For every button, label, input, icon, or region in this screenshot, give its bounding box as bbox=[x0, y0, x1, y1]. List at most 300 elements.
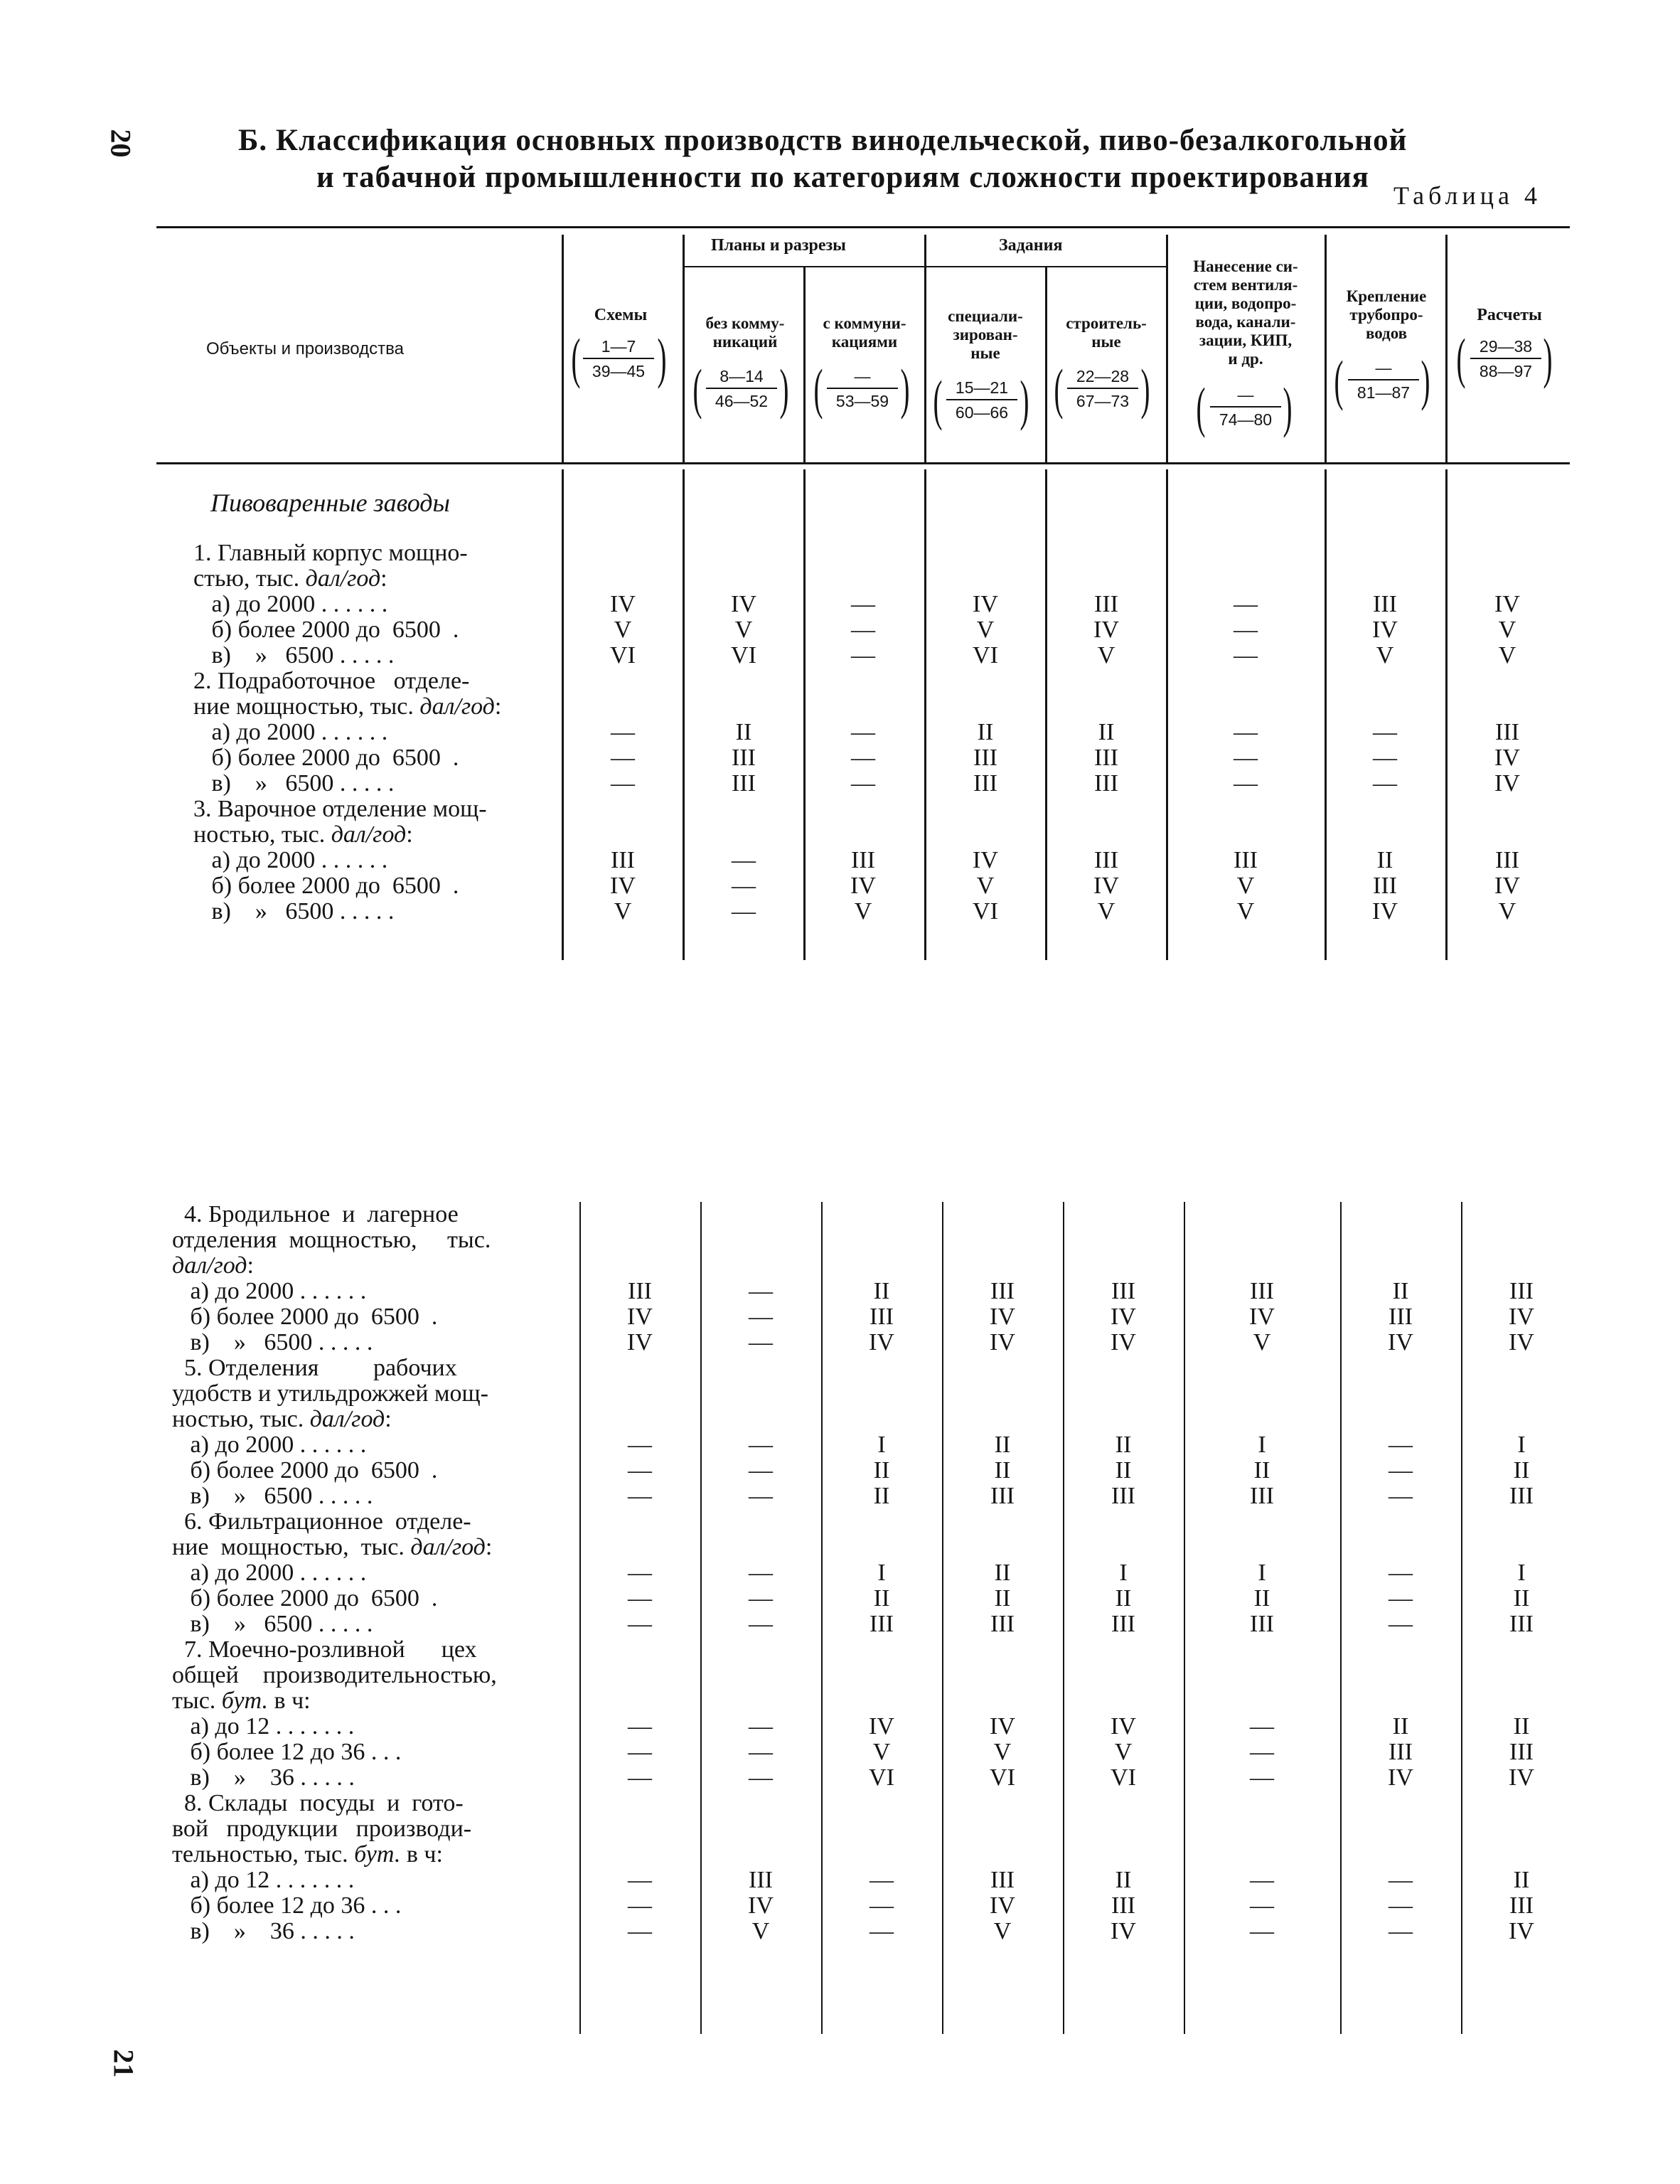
category-cell: IV bbox=[1494, 770, 1520, 797]
category-cell: II bbox=[1513, 1457, 1530, 1483]
category-cell: III bbox=[870, 1611, 894, 1637]
fraction-numerator: 22—28 bbox=[1067, 367, 1138, 389]
category-cell: II bbox=[1098, 719, 1115, 745]
category-cell: IV bbox=[1093, 617, 1119, 643]
category-cell: — bbox=[611, 719, 635, 745]
category-cell: IV bbox=[748, 1892, 774, 1919]
category-cell: IV bbox=[1093, 873, 1119, 899]
paren-right: ) bbox=[1020, 369, 1029, 431]
category-cell: — bbox=[1389, 1483, 1413, 1509]
object-text-line: 6. Фильтрационное отделе- bbox=[172, 1508, 471, 1535]
category-cell: — bbox=[1389, 1457, 1413, 1483]
object-text-line: а) до 2000 . . . . . . bbox=[193, 591, 388, 617]
object-text-line: а) до 2000 . . . . . . bbox=[172, 1432, 367, 1458]
object-text-line: 4. Бродильное и лагерное bbox=[172, 1201, 459, 1227]
header-tasks-special-1: специали- bbox=[948, 307, 1023, 325]
paren-right: ) bbox=[1283, 376, 1293, 438]
paren-left: ( bbox=[571, 327, 581, 389]
col-divider bbox=[942, 1202, 943, 2034]
object-text-line: в) » 6500 . . . . . bbox=[172, 1329, 373, 1355]
object-text-line: б) более 2000 до 6500 . bbox=[172, 1457, 438, 1483]
category-cell: IV bbox=[1111, 1329, 1136, 1355]
category-cell: IV bbox=[1494, 591, 1520, 617]
category-cell: III bbox=[973, 745, 997, 771]
category-cell: IV bbox=[990, 1304, 1015, 1330]
paren-left: ( bbox=[1456, 327, 1466, 389]
header-plans-comm-1: с коммуни- bbox=[823, 314, 906, 332]
col-divider bbox=[1325, 469, 1327, 960]
category-cell: II bbox=[1376, 847, 1393, 873]
col-divider bbox=[1461, 1202, 1462, 2034]
category-cell: III bbox=[1509, 1611, 1534, 1637]
col-divider bbox=[1325, 235, 1327, 462]
paren-right: ) bbox=[657, 327, 667, 389]
object-text-line: общей производительностью, bbox=[172, 1662, 497, 1688]
schemes-fraction bbox=[583, 337, 654, 381]
category-cell: — bbox=[749, 1611, 773, 1637]
category-cell: — bbox=[1389, 1918, 1413, 1944]
category-cell: — bbox=[1389, 1560, 1413, 1586]
category-cell: — bbox=[628, 1457, 652, 1483]
category-cell: — bbox=[870, 1867, 894, 1893]
table-label: Таблица 4 bbox=[1393, 181, 1541, 210]
category-cell: — bbox=[1373, 770, 1397, 797]
category-cell: II bbox=[873, 1457, 890, 1483]
category-cell: — bbox=[1389, 1892, 1413, 1919]
paren-right: ) bbox=[779, 358, 789, 420]
category-cell: — bbox=[611, 770, 635, 797]
paren-right: ) bbox=[900, 358, 910, 420]
category-cell: IV bbox=[850, 873, 876, 899]
category-cell: III bbox=[1234, 847, 1258, 873]
header-systems-4: вода, канали- bbox=[1195, 313, 1296, 331]
category-cell: III bbox=[1495, 847, 1519, 873]
category-cell: II bbox=[994, 1560, 1011, 1586]
category-cell: III bbox=[611, 847, 635, 873]
category-cell: IV bbox=[1111, 1918, 1136, 1944]
category-cell: III bbox=[1250, 1611, 1274, 1637]
category-cell: — bbox=[851, 770, 875, 797]
category-cell: — bbox=[1373, 745, 1397, 771]
col-divider bbox=[1063, 1202, 1064, 2034]
pipes-fraction bbox=[1348, 358, 1419, 403]
category-cell: V bbox=[993, 1739, 1012, 1765]
col-divider bbox=[562, 469, 564, 960]
category-cell: VI bbox=[610, 642, 636, 668]
category-cell: — bbox=[1234, 745, 1258, 771]
category-cell: II bbox=[994, 1432, 1011, 1458]
category-cell: — bbox=[1234, 591, 1258, 617]
header-systems-1: Нанесение си- bbox=[1193, 257, 1298, 275]
paren-left: ( bbox=[813, 358, 823, 420]
object-text-line: 5. Отделения рабочих bbox=[172, 1355, 457, 1381]
category-cell: III bbox=[1389, 1304, 1413, 1330]
category-cell: VI bbox=[731, 642, 756, 668]
header-tasks-special-2: зирован- bbox=[953, 326, 1018, 343]
object-text-line: б) более 2000 до 6500 . bbox=[172, 1585, 438, 1612]
object-text-line: в) » 36 . . . . . bbox=[172, 1764, 355, 1791]
category-cell: III bbox=[749, 1867, 773, 1893]
object-text-line: а) до 2000 . . . . . . bbox=[172, 1278, 367, 1304]
plans-no-comm-fraction bbox=[706, 367, 777, 411]
col-divider bbox=[924, 235, 926, 462]
object-text-line: ние мощностью, тыс. дал/год: bbox=[172, 1534, 493, 1560]
category-cell: V bbox=[1498, 898, 1516, 925]
category-cell: II bbox=[1253, 1457, 1270, 1483]
category-cell: — bbox=[749, 1278, 773, 1304]
category-cell: IV bbox=[610, 591, 636, 617]
object-text-line: отделения мощностью, тыс. bbox=[172, 1227, 491, 1253]
object-text-line: в) » 6500 . . . . . bbox=[172, 1611, 373, 1637]
category-cell: VI bbox=[973, 898, 998, 925]
category-cell: — bbox=[1234, 642, 1258, 668]
header-pipes-3: водов bbox=[1365, 324, 1408, 342]
object-text-line: б) более 2000 до 6500 . bbox=[172, 1304, 438, 1330]
fraction-numerator: — bbox=[1348, 358, 1419, 380]
category-cell: II bbox=[977, 719, 994, 745]
calc-fraction bbox=[1470, 337, 1541, 381]
category-cell: — bbox=[851, 642, 875, 668]
category-cell: IV bbox=[1509, 1304, 1534, 1330]
fraction-numerator: 1—7 bbox=[583, 337, 654, 359]
category-cell: IV bbox=[1509, 1918, 1534, 1944]
fraction-denominator: 67—73 bbox=[1076, 392, 1130, 410]
header-plans: Планы и разрезы bbox=[711, 236, 846, 255]
category-cell: II bbox=[1513, 1585, 1530, 1612]
category-cell: III bbox=[1094, 745, 1118, 771]
category-cell: III bbox=[1094, 770, 1118, 797]
category-cell: IV bbox=[973, 591, 998, 617]
object-text-line: 8. Склады посуды и гото- bbox=[172, 1790, 464, 1816]
fraction-denominator: 88—97 bbox=[1479, 362, 1533, 380]
col-divider bbox=[803, 469, 806, 960]
object-text-line: б) более 2000 до 6500 . bbox=[193, 617, 459, 643]
category-cell: — bbox=[1250, 1918, 1274, 1944]
object-text-line: б) более 2000 до 6500 . bbox=[193, 873, 459, 899]
object-text-line: ние мощностью, тыс. дал/год: bbox=[193, 693, 502, 720]
header-systems-2: стем вентиля- bbox=[1193, 276, 1298, 294]
systems-fraction bbox=[1210, 385, 1281, 430]
object-text-line: стью, тыс. дал/год: bbox=[193, 565, 387, 592]
category-cell: III bbox=[732, 745, 756, 771]
col-divider bbox=[683, 469, 685, 960]
category-cell: — bbox=[1234, 617, 1258, 643]
col-divider bbox=[1184, 1202, 1185, 2034]
category-cell: — bbox=[628, 1867, 652, 1893]
category-cell: V bbox=[614, 617, 632, 643]
category-cell: V bbox=[734, 617, 753, 643]
category-cell: III bbox=[1111, 1892, 1135, 1919]
header-tasks-build-2: ные bbox=[1091, 333, 1121, 351]
category-cell: IV bbox=[627, 1329, 653, 1355]
object-text-line: а) до 2000 . . . . . . bbox=[193, 847, 388, 873]
col-divider bbox=[1340, 1202, 1342, 2034]
header-pipes-1: Крепление bbox=[1346, 287, 1427, 305]
category-cell: — bbox=[1250, 1739, 1274, 1765]
category-cell: I bbox=[877, 1432, 886, 1458]
object-text-line: в) » 6500 . . . . . bbox=[193, 770, 395, 797]
category-cell: II bbox=[1392, 1713, 1409, 1740]
category-cell: — bbox=[749, 1457, 773, 1483]
category-cell: — bbox=[1389, 1432, 1413, 1458]
category-cell: — bbox=[749, 1585, 773, 1612]
category-cell: I bbox=[877, 1560, 886, 1586]
category-cell: V bbox=[854, 898, 872, 925]
col-divider bbox=[924, 469, 926, 960]
category-cell: — bbox=[628, 1713, 652, 1740]
category-cell: IV bbox=[990, 1329, 1015, 1355]
col-divider bbox=[1445, 469, 1448, 960]
object-text-line: удобств и утильдрожжей мощ- bbox=[172, 1380, 488, 1407]
object-text-line: 1. Главный корпус мощно- bbox=[193, 540, 468, 566]
category-cell: III bbox=[990, 1867, 1015, 1893]
category-cell: II bbox=[873, 1585, 890, 1612]
category-cell: — bbox=[1250, 1713, 1274, 1740]
category-cell: III bbox=[1373, 873, 1397, 899]
category-cell: I bbox=[1517, 1560, 1526, 1586]
paren-right: ) bbox=[1140, 358, 1150, 420]
category-cell: — bbox=[628, 1918, 652, 1944]
header-systems-5: зации, КИП, bbox=[1199, 331, 1293, 349]
header-objects: Объекты и производства bbox=[206, 339, 404, 358]
category-cell: III bbox=[973, 770, 997, 797]
col-divider bbox=[803, 267, 806, 462]
object-text-line: б) более 12 до 36 . . . bbox=[172, 1892, 402, 1919]
paren-left: ( bbox=[692, 358, 702, 420]
category-cell: — bbox=[628, 1585, 652, 1612]
fraction-numerator: — bbox=[1210, 385, 1281, 407]
page-number-top: 20 bbox=[105, 129, 137, 158]
category-cell: III bbox=[628, 1278, 652, 1304]
category-cell: — bbox=[1389, 1611, 1413, 1637]
category-cell: — bbox=[1389, 1867, 1413, 1893]
category-cell: IV bbox=[869, 1329, 894, 1355]
category-cell: — bbox=[628, 1611, 652, 1637]
category-cell: VI bbox=[973, 642, 998, 668]
category-cell: — bbox=[851, 745, 875, 771]
paren-left: ( bbox=[1334, 349, 1344, 411]
category-cell: IV bbox=[610, 873, 636, 899]
category-cell: II bbox=[1253, 1585, 1270, 1612]
category-cell: III bbox=[851, 847, 875, 873]
category-cell: — bbox=[749, 1764, 773, 1791]
col-divider bbox=[683, 235, 685, 462]
category-cell: IV bbox=[869, 1713, 894, 1740]
object-text-line: а) до 2000 . . . . . . bbox=[193, 719, 388, 745]
category-cell: II bbox=[873, 1483, 890, 1509]
category-cell: IV bbox=[1388, 1329, 1413, 1355]
category-cell: — bbox=[749, 1560, 773, 1586]
category-cell: V bbox=[1498, 617, 1516, 643]
category-cell: II bbox=[1115, 1457, 1132, 1483]
header-systems-3: ции, водопро- bbox=[1194, 294, 1297, 312]
category-cell: III bbox=[1509, 1739, 1534, 1765]
object-text-line: вой продукции производи- bbox=[172, 1816, 472, 1842]
header-calc: Расчеты bbox=[1477, 306, 1542, 324]
header-pipes-2: трубопро- bbox=[1349, 306, 1423, 324]
category-cell: II bbox=[1392, 1278, 1409, 1304]
category-cell: IV bbox=[1372, 898, 1398, 925]
category-cell: III bbox=[870, 1304, 894, 1330]
fraction-numerator: — bbox=[827, 367, 898, 389]
category-cell: V bbox=[976, 873, 995, 899]
category-cell: I bbox=[1258, 1560, 1266, 1586]
category-cell: I bbox=[1119, 1560, 1128, 1586]
category-cell: — bbox=[1234, 719, 1258, 745]
header-systems-6: и др. bbox=[1228, 350, 1263, 368]
category-cell: V bbox=[1498, 642, 1516, 668]
category-cell: V bbox=[1236, 873, 1255, 899]
category-cell: IV bbox=[973, 847, 998, 873]
category-cell: II bbox=[1115, 1432, 1132, 1458]
category-cell: III bbox=[1094, 847, 1118, 873]
col-divider bbox=[1445, 235, 1448, 462]
category-cell: III bbox=[1111, 1483, 1135, 1509]
category-cell: — bbox=[851, 591, 875, 617]
paren-right: ) bbox=[1420, 349, 1430, 411]
object-text-line: тыс. бут. в ч: bbox=[172, 1688, 311, 1714]
category-cell: IV bbox=[1388, 1764, 1413, 1791]
category-cell: IV bbox=[627, 1304, 653, 1330]
category-cell: I bbox=[1258, 1432, 1266, 1458]
table-top-rule bbox=[156, 226, 1570, 228]
col-divider bbox=[1045, 469, 1047, 960]
category-cell: IV bbox=[1494, 745, 1520, 771]
category-cell: IV bbox=[990, 1892, 1015, 1919]
category-cell: IV bbox=[1249, 1304, 1275, 1330]
category-cell: — bbox=[851, 617, 875, 643]
col-divider bbox=[562, 235, 564, 462]
category-cell: III bbox=[1250, 1483, 1274, 1509]
category-cell: — bbox=[1250, 1892, 1274, 1919]
category-cell: — bbox=[628, 1560, 652, 1586]
category-cell: — bbox=[628, 1739, 652, 1765]
header-tasks-build-1: строитель- bbox=[1066, 314, 1147, 332]
fraction-denominator: 46—52 bbox=[715, 392, 769, 410]
paren-left: ( bbox=[1054, 358, 1064, 420]
category-cell: III bbox=[1111, 1611, 1135, 1637]
col-divider bbox=[1166, 469, 1168, 960]
header-plans-no-comm-1: без комму- bbox=[705, 314, 785, 332]
category-cell: II bbox=[994, 1457, 1011, 1483]
category-cell: V bbox=[1097, 642, 1115, 668]
header-tasks: Задания bbox=[999, 236, 1063, 255]
category-cell: V bbox=[1253, 1329, 1271, 1355]
col-divider bbox=[1166, 235, 1168, 462]
category-cell: IV bbox=[1494, 873, 1520, 899]
paren-left: ( bbox=[933, 369, 943, 431]
category-cell: II bbox=[873, 1278, 890, 1304]
object-text-line: тельностью, тыс. бут. в ч: bbox=[172, 1841, 443, 1868]
object-text-line: б) более 12 до 36 . . . bbox=[172, 1739, 402, 1765]
category-cell: V bbox=[1376, 642, 1394, 668]
category-cell: II bbox=[1513, 1713, 1530, 1740]
category-cell: III bbox=[1094, 591, 1118, 617]
col-divider bbox=[700, 1202, 702, 2034]
category-cell: IV bbox=[1111, 1713, 1136, 1740]
category-cell: V bbox=[1097, 898, 1115, 925]
header-plans-comm-2: кациями bbox=[831, 333, 898, 351]
category-cell: — bbox=[749, 1483, 773, 1509]
category-cell: — bbox=[749, 1739, 773, 1765]
category-cell: III bbox=[732, 770, 756, 797]
category-cell: III bbox=[990, 1278, 1015, 1304]
category-cell: — bbox=[611, 745, 635, 771]
category-cell: V bbox=[976, 617, 995, 643]
category-cell: — bbox=[1389, 1585, 1413, 1612]
category-cell: III bbox=[1509, 1483, 1534, 1509]
category-cell: V bbox=[614, 898, 632, 925]
fraction-denominator: 81—87 bbox=[1357, 383, 1411, 402]
tasks-build-fraction bbox=[1067, 367, 1138, 411]
category-cell: — bbox=[628, 1892, 652, 1919]
object-text-line: дал/год: bbox=[172, 1252, 254, 1279]
col-divider bbox=[579, 1202, 581, 2034]
category-cell: II bbox=[1115, 1867, 1132, 1893]
category-cell: — bbox=[870, 1892, 894, 1919]
col-divider bbox=[1045, 267, 1047, 462]
object-text-line: ностью, тыс. дал/год: bbox=[193, 821, 413, 848]
object-text-line: в) » 6500 . . . . . bbox=[193, 898, 395, 925]
category-cell: IV bbox=[990, 1713, 1015, 1740]
category-cell: — bbox=[1373, 719, 1397, 745]
header-schemes: Схемы bbox=[594, 306, 648, 324]
category-cell: III bbox=[1509, 1892, 1534, 1919]
category-cell: — bbox=[749, 1304, 773, 1330]
category-cell: V bbox=[751, 1918, 770, 1944]
category-cell: II bbox=[1115, 1585, 1132, 1612]
object-text-line: а) до 12 . . . . . . . bbox=[172, 1713, 355, 1740]
category-cell: — bbox=[628, 1432, 652, 1458]
object-text-line: в) » 36 . . . . . bbox=[172, 1918, 355, 1944]
category-cell: V bbox=[993, 1918, 1012, 1944]
category-cell: III bbox=[1389, 1739, 1413, 1765]
tasks-special-fraction bbox=[946, 378, 1017, 422]
category-cell: III bbox=[1111, 1278, 1135, 1304]
category-cell: I bbox=[1517, 1432, 1526, 1458]
object-text-line: а) до 2000 . . . . . . bbox=[172, 1560, 367, 1586]
category-cell: V bbox=[872, 1739, 891, 1765]
category-cell: — bbox=[628, 1764, 652, 1791]
fraction-numerator: 29—38 bbox=[1470, 337, 1541, 359]
header-tasks-special-3: ные bbox=[970, 344, 1000, 362]
header-plans-no-comm-2: никаций bbox=[712, 333, 778, 351]
title-line-1: Б. Классификация основных производств винодельческой, пиво-безалкогольной bbox=[238, 124, 1408, 157]
object-text-line: а) до 12 . . . . . . . bbox=[172, 1867, 355, 1893]
category-cell: — bbox=[851, 719, 875, 745]
object-text-line: 2. Подработочное отделе- bbox=[193, 668, 470, 694]
category-cell: — bbox=[870, 1918, 894, 1944]
category-cell: V bbox=[1114, 1739, 1133, 1765]
category-cell: IV bbox=[1372, 617, 1398, 643]
fraction-denominator: 53—59 bbox=[835, 392, 889, 410]
category-cell: — bbox=[1250, 1764, 1274, 1791]
category-cell: — bbox=[749, 1432, 773, 1458]
category-cell: — bbox=[732, 873, 756, 899]
category-cell: II bbox=[994, 1585, 1011, 1612]
object-text-line: 3. Варочное отделение мощ- bbox=[193, 796, 487, 822]
paren-left: ( bbox=[1196, 376, 1206, 438]
category-cell: IV bbox=[1509, 1764, 1534, 1791]
category-cell: — bbox=[1250, 1867, 1274, 1893]
object-text-line: в) » 6500 . . . . . bbox=[172, 1483, 373, 1509]
fraction-numerator: 8—14 bbox=[706, 367, 777, 389]
category-cell: VI bbox=[1111, 1764, 1136, 1791]
title-line-2: и табачной промышленности по категориям сложности проектирования bbox=[316, 161, 1369, 194]
category-heading: Пивоваренные заводы bbox=[210, 489, 450, 517]
fraction-numerator: 15—21 bbox=[946, 378, 1017, 400]
category-cell: II bbox=[1513, 1867, 1530, 1893]
